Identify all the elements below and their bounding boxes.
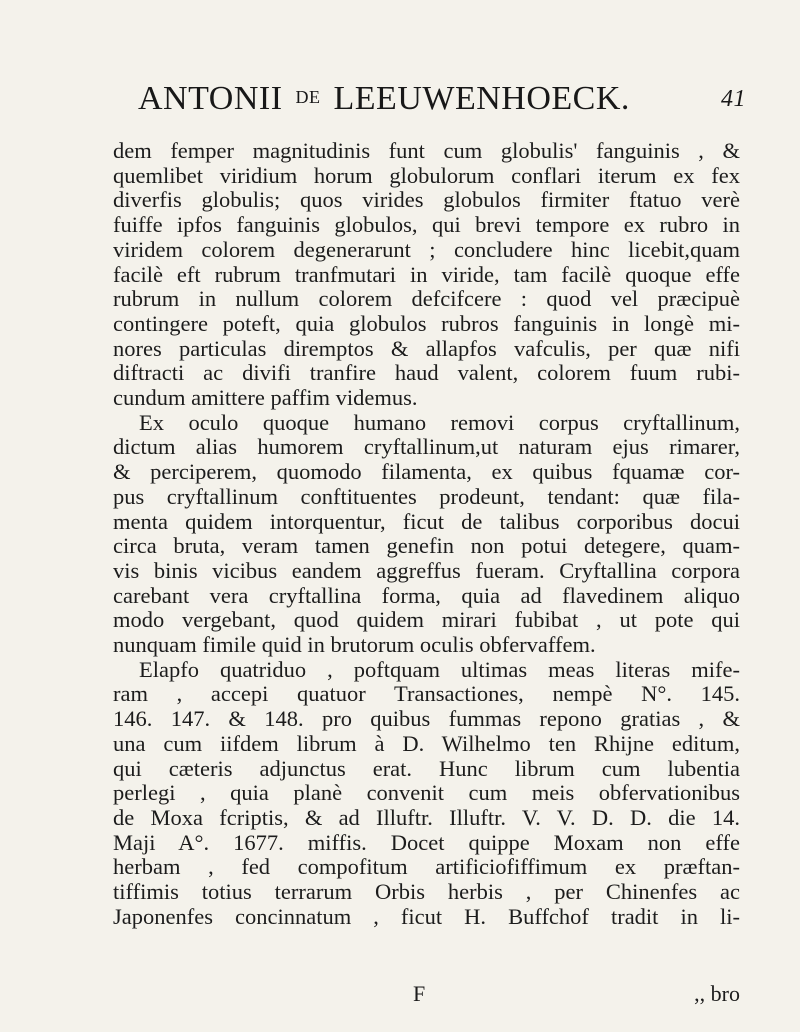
text-line: menta quidem intorquentur, ficut de talibus corporibus docui <box>113 509 740 534</box>
text-line: contingere poteft, quia globulos rubros fanguinis in longè mi- <box>113 311 740 336</box>
text-line: de Moxa fcriptis, & ad Illuftr. Illuftr. V. V. D. D. die 14. <box>113 805 740 830</box>
text-line: dem femper magnitudinis funt cum globulis' fanguinis , & <box>113 139 740 163</box>
header-particle: DE <box>295 87 321 107</box>
body-text <box>113 139 740 930</box>
running-head <box>138 80 746 120</box>
page-footer <box>113 981 740 1031</box>
text-line: Elapfo quatriduo , poftquam ultimas meas literas mife- <box>139 657 740 682</box>
text-line: nunquam fimile quid in brutorum oculis obfervaffem. <box>113 633 596 658</box>
text-line: & perciperem, quomodo filamenta, ex quibus fquamæ cor- <box>113 460 740 485</box>
header-surname: LEEUWENHOECK. <box>333 80 630 117</box>
text-line: Ex oculo quoque humano removi corpus cryftallinum, <box>139 410 740 435</box>
text-line: fuiffe ipfos fanguinis globulos, qui brevi tempore ex rubro in <box>113 213 740 238</box>
text-line: circa bruta, veram tamen genefin non potui detegere, quam- <box>113 534 740 559</box>
text-line: qui cæteris adjunctus erat. Hunc librum cum lubentia <box>113 756 740 781</box>
page-number: 41 <box>721 86 746 112</box>
text-line: una cum iifdem librum à D. Wilhelmo ten Rhijne editum, <box>113 731 740 756</box>
text-line: perlegi , quia planè convenit cum meis obfervationibus <box>113 781 740 806</box>
text-line: ram , accepi quatuor Transactiones, nempè N°. 145. <box>113 682 740 707</box>
text-line: vis binis vicibus eandem aggreffus fueram. Cryftallina corpora <box>113 558 740 583</box>
catchword: ,, bro <box>694 981 740 1006</box>
text-line: Maji A°. 1677. miffis. Docet quippe Moxam non effe <box>113 830 740 855</box>
text-line: diverfis globulis; quos virides globulos firmiter ftatuo verè <box>113 188 740 213</box>
text-line: nores particulas diremptos & allapfos vafculis, per quæ nifi <box>113 336 740 361</box>
text-line: herbam , fed compofitum artificiofiffimum ex præftan- <box>113 855 740 880</box>
text-line: facilè eft rubrum tranfmutari in viride, tam facilè quoque effe <box>113 262 740 287</box>
text-line: tiffimis totius terrarum Orbis herbis , per Chinenfes ac <box>113 880 740 905</box>
text-line: dictum alias humorem cryftallinum,ut naturam ejus rimarer, <box>113 435 740 460</box>
text-line: rubrum in nullum colorem defcifcere : quod vel præcipuè <box>113 287 740 312</box>
text-line: diftracti ac divifi tranfire haud valent, colorem fuum rubi- <box>113 361 740 386</box>
text-line: modo vergebant, quod quidem mirari fubibat , ut pote qui <box>113 608 740 633</box>
text-line: pus cryftallinum conftituentes prodeunt, tendant: quæ fila- <box>113 484 740 509</box>
signature-mark: F <box>413 981 426 1006</box>
text-line: viridem colorem degenerarunt ; concludere hinc licebit,quam <box>113 237 740 262</box>
text-line: quemlibet viridium horum globulorum conflari iterum ex fex <box>113 163 740 188</box>
text-line: carebant vera cryftallina forma, quia ad flavedinem aliquo <box>113 583 740 608</box>
header-author: ANTONII <box>138 80 283 117</box>
text-line: Japonenfes concinnatum , ficut H. Buffchof tradit in li- <box>113 904 740 929</box>
text-line: cundum amittere paffim videmus. <box>113 386 418 411</box>
text-line: 146. 147. & 148. pro quibus fummas repono gratias , & <box>113 707 740 732</box>
